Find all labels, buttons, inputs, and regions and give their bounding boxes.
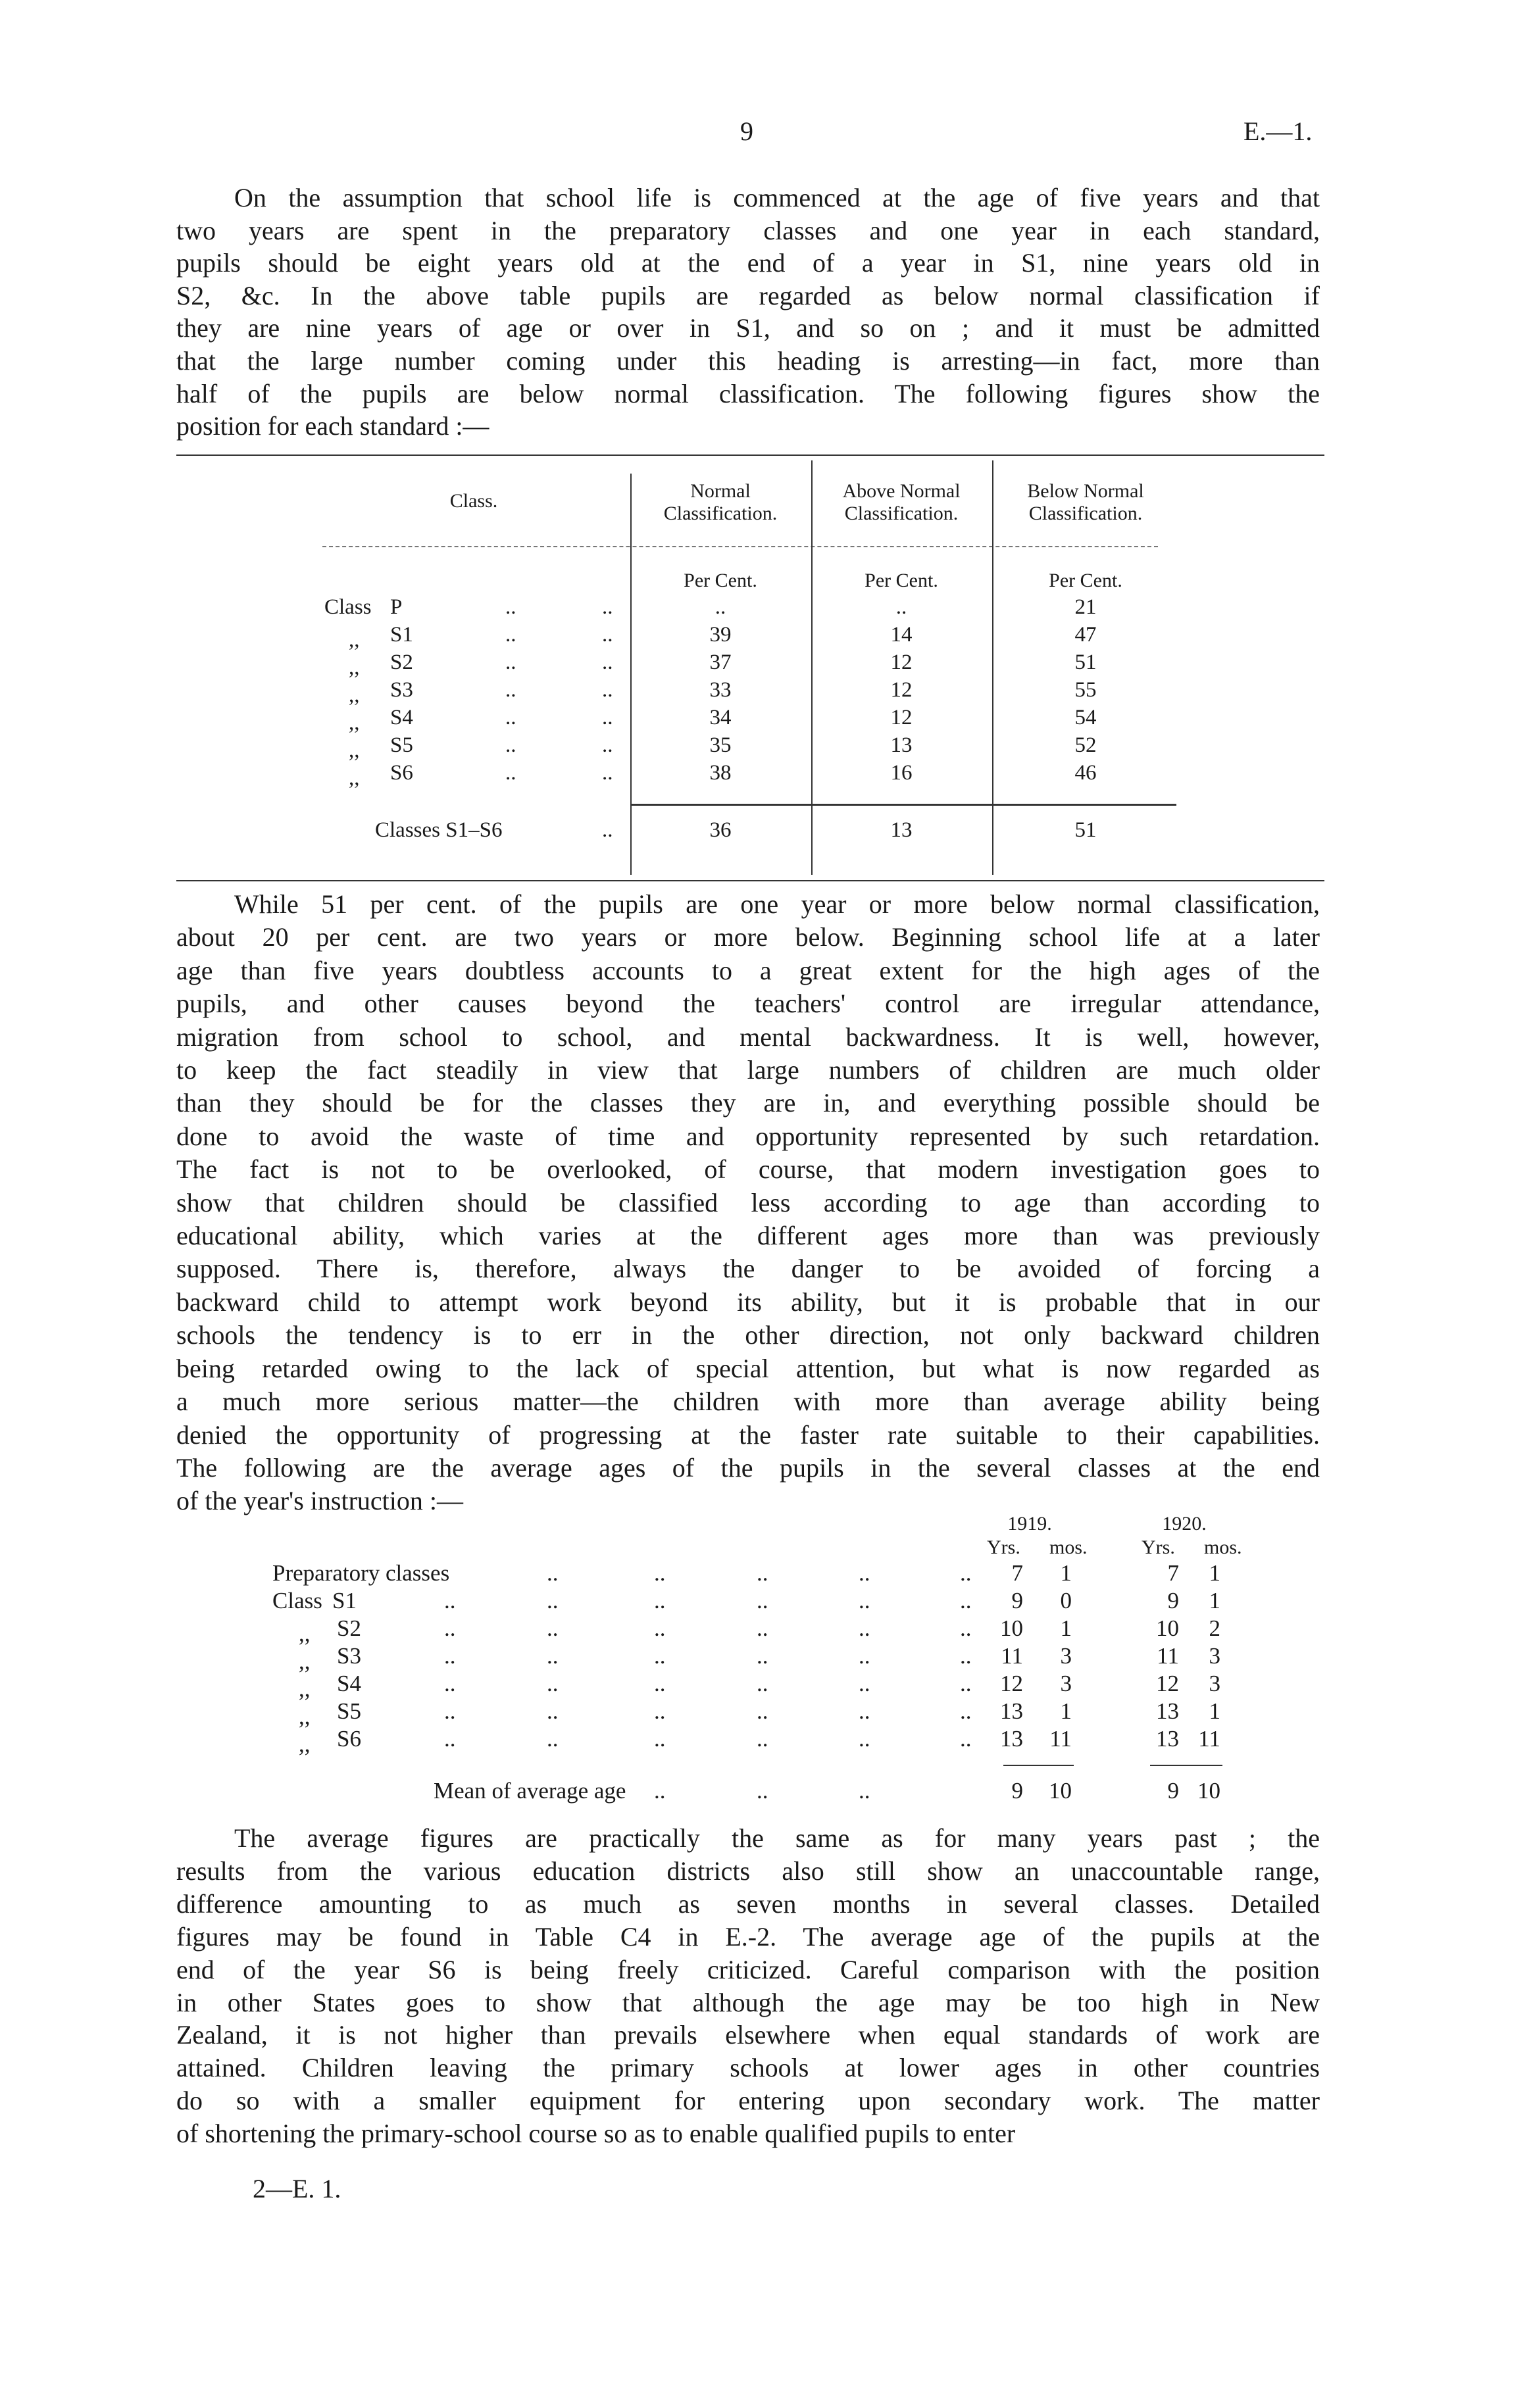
mean-label: Mean of average age <box>434 1778 626 1804</box>
paragraph-2 <box>176 888 1320 1518</box>
leader-dots: .. <box>654 1560 666 1586</box>
below-value: 54 <box>1074 706 1097 729</box>
class-label: S4 <box>337 1671 361 1696</box>
normal-value: 33 <box>709 678 732 702</box>
m1920-value: 3 <box>1209 1643 1220 1669</box>
mean-m1919: 10 <box>1049 1778 1072 1804</box>
m1920-value: 3 <box>1209 1671 1220 1696</box>
total-normal: 36 <box>709 818 732 842</box>
leader-dots: .. <box>654 1698 666 1724</box>
leader-dots: .. <box>602 651 613 674</box>
leader-dots: .. <box>757 1560 768 1586</box>
page-number: 9 <box>740 116 753 146</box>
text-line: S2, &c. In the above table pupils are regarded as below normal classification if <box>176 280 1320 310</box>
leader-dots: .. <box>444 1698 456 1724</box>
mean-y1920: 9 <box>1167 1778 1179 1804</box>
leader-dots: .. <box>654 1726 666 1752</box>
row-prefix: ,, <box>299 1648 311 1674</box>
y1919-value: 13 <box>1000 1698 1023 1724</box>
y1920-value: 13 <box>1156 1726 1179 1752</box>
text-line: schools the tendency is to err in the other direction, not only backward children <box>176 1320 1320 1350</box>
below-value: 52 <box>1074 733 1097 757</box>
above-value: 12 <box>890 651 913 674</box>
class-label: S2 <box>337 1615 361 1641</box>
y1920-value: 11 <box>1157 1643 1179 1669</box>
leader-dots: .. <box>859 1778 870 1804</box>
unit-label: mos. <box>1049 1536 1088 1558</box>
y1919-value: 7 <box>1011 1560 1023 1586</box>
row-prefix: ,, <box>349 656 360 679</box>
y1920-value: 9 <box>1167 1588 1179 1613</box>
row-prefix: ,, <box>299 1731 311 1757</box>
text-line: supposed. There is, therefore, always the danger to be avoided of forcing a <box>176 1254 1320 1284</box>
row-prefix: ,, <box>349 711 360 735</box>
y1919-value: 10 <box>1000 1615 1023 1641</box>
text-line: than they should be for the classes they are in, and everything possible should be <box>176 1088 1320 1118</box>
text-line: about 20 per cent. are two years or more below. Beginning school life at a later <box>176 922 1320 952</box>
leader-dots: .. <box>859 1698 870 1724</box>
below-value: 51 <box>1074 651 1097 674</box>
row-prefix: ,, <box>349 628 360 652</box>
text-line: done to avoid the waste of time and opportunity represented by such retardation. <box>176 1121 1320 1151</box>
leader-dots: .. <box>654 1643 666 1669</box>
leader-dots: .. <box>757 1643 768 1669</box>
class-label: S2 <box>390 651 413 674</box>
footer-signature: 2—E. 1. <box>253 2174 341 2203</box>
column-header: Classification. <box>844 503 959 524</box>
table-header-rule <box>322 546 1158 547</box>
leader-dots: .. <box>757 1588 768 1613</box>
text-line: educational ability, which varies at the different ages more than was previously <box>176 1221 1320 1251</box>
leader-dots: .. <box>505 651 516 674</box>
leader-dots: .. <box>444 1671 456 1696</box>
leader-dots: .. <box>757 1726 768 1752</box>
total-rule <box>630 804 1176 806</box>
m1920-value: 1 <box>1209 1560 1220 1586</box>
above-value: .. <box>895 595 907 619</box>
above-value: 12 <box>890 678 913 702</box>
leader-dots: .. <box>505 678 516 702</box>
unit-label: Yrs. <box>987 1536 1020 1558</box>
class-label: S6 <box>390 761 413 785</box>
text-line: The following are the average ages of the pupils in the several classes at the end <box>176 1452 1320 1483</box>
year-header: 1920. <box>1162 1513 1207 1535</box>
leader-dots: .. <box>757 1778 768 1804</box>
unit-label: Per Cent. <box>865 570 938 591</box>
leader-dots: .. <box>547 1698 559 1724</box>
leader-dots: .. <box>602 761 613 785</box>
m1919-value: 3 <box>1060 1671 1072 1696</box>
text-line: results from the various education districts also still show an unaccountable range, <box>176 1855 1320 1886</box>
normal-value: 38 <box>709 761 732 785</box>
leader-dots: .. <box>654 1778 666 1804</box>
class-label: S1 <box>390 623 413 647</box>
class-label: S4 <box>390 706 413 729</box>
below-value: 55 <box>1074 678 1097 702</box>
text-line: show that children should be classified less according to age than according to <box>176 1187 1320 1217</box>
text-line: figures may be found in Table C4 in E.-2. The average age of the pupils at the <box>176 1921 1320 1952</box>
leader-dots: .. <box>444 1643 456 1669</box>
text-line: that the large number coming under this heading is arresting—in fact, more than <box>176 345 1320 376</box>
normal-value: 34 <box>709 706 732 729</box>
leader-dots: .. <box>859 1615 870 1641</box>
column-header: Classification. <box>1028 503 1143 524</box>
leader-dots: .. <box>960 1671 972 1696</box>
leader-dots: .. <box>960 1643 972 1669</box>
row-prefix: Class <box>324 595 372 619</box>
total-above: 13 <box>890 818 913 842</box>
row-prefix: ,, <box>349 739 360 762</box>
mean-y1919: 9 <box>1011 1778 1023 1804</box>
row-prefix: Preparatory classes <box>272 1560 450 1586</box>
leader-dots: .. <box>602 678 613 702</box>
leader-dots: .. <box>859 1726 870 1752</box>
below-value: 21 <box>1074 595 1097 619</box>
column-divider <box>630 474 632 875</box>
leader-dots: .. <box>960 1726 972 1752</box>
text-line: of the year's instruction :— <box>176 1486 463 1516</box>
m1920-value: 1 <box>1209 1698 1220 1724</box>
text-line: The average figures are practically the same as for many years past ; the <box>234 1823 1320 1853</box>
leader-dots: .. <box>547 1588 559 1613</box>
text-line: age than five years doubtless accounts to a great extent for the high ages of the <box>176 955 1320 985</box>
leader-dots: .. <box>960 1615 972 1641</box>
leader-dots: .. <box>547 1560 559 1586</box>
sum-rule <box>1150 1765 1222 1766</box>
leader-dots: .. <box>859 1643 870 1669</box>
leader-dots: .. <box>505 706 516 729</box>
text-line: do so with a smaller equipment for entering upon secondary work. The matter <box>176 2086 1320 2116</box>
unit-label: Per Cent. <box>684 570 757 591</box>
text-line: migration from school to school, and mental backwardness. It is well, however, <box>176 1021 1320 1052</box>
year-header: 1919. <box>1007 1513 1052 1535</box>
text-line: difference amounting to as much as seven months in several classes. Detailed <box>176 1888 1320 1919</box>
paragraph-3 <box>176 1822 1320 2150</box>
leader-dots: .. <box>505 733 516 757</box>
row-prefix: Class <box>272 1588 322 1613</box>
row-prefix: ,, <box>299 1676 311 1702</box>
leader-dots: .. <box>960 1560 972 1586</box>
text-line: end of the year S6 is being freely criticized. Careful comparison with the position <box>176 1954 1320 1984</box>
leader-dots: .. <box>547 1726 559 1752</box>
table-bottom-rule <box>176 880 1324 881</box>
class-label: S1 <box>332 1588 357 1613</box>
text-line: they are nine years of age or over in S1, and so on ; and it must be admitted <box>176 313 1320 343</box>
table-top-rule <box>176 455 1324 456</box>
text-line: being retarded owing to the lack of special attention, but what is now regarded as <box>176 1353 1320 1383</box>
total-below: 51 <box>1074 818 1097 842</box>
text-line: half of the pupils are below normal classification. The following figures show the <box>176 378 1320 408</box>
column-header: Above Normal <box>842 480 961 502</box>
column-header: Classification. <box>663 503 778 524</box>
unit-label: mos. <box>1204 1536 1242 1558</box>
leader-dots: .. <box>757 1671 768 1696</box>
leader-dots: .. <box>960 1698 972 1724</box>
text-line: pupils should be eight years old at the end of a year in S1, nine years old in <box>176 248 1320 278</box>
m1919-value: 3 <box>1060 1643 1072 1669</box>
class-label: S5 <box>337 1698 361 1724</box>
y1919-value: 12 <box>1000 1671 1023 1696</box>
text-line: to keep the fact steadily in view that large numbers of children are much older <box>176 1055 1320 1085</box>
y1920-value: 7 <box>1167 1560 1179 1586</box>
document-reference: E.—1. <box>1243 116 1313 146</box>
leader-dots: .. <box>960 1588 972 1613</box>
m1919-value: 1 <box>1060 1560 1072 1586</box>
m1920-value: 1 <box>1209 1588 1220 1613</box>
text-line: in other States goes to show that although the age may be too high in New <box>176 1987 1320 2017</box>
column-header: Normal <box>690 480 751 502</box>
text-line: The fact is not to be overlooked, of course, that modern investigation goes to <box>176 1154 1320 1185</box>
text-line: attained. Children leaving the primary schools at lower ages in other countries <box>176 2053 1320 2083</box>
column-divider <box>992 460 993 875</box>
row-prefix: ,, <box>299 1704 311 1729</box>
leader-dots: .. <box>444 1726 456 1752</box>
leader-dots: .. <box>859 1588 870 1613</box>
row-prefix: ,, <box>299 1621 311 1646</box>
text-line: a much more serious matter—the children with more than average ability being <box>176 1387 1320 1417</box>
leader-dots: .. <box>444 1588 456 1613</box>
text-line: backward child to attempt work beyond its ability, but it is probable that in our <box>176 1287 1320 1317</box>
class-label: S6 <box>337 1726 361 1752</box>
leader-dots: .. <box>602 623 613 647</box>
above-value: 13 <box>890 733 913 757</box>
text-line: Zealand, it is not higher than prevails elsewhere when equal standards of work are <box>176 2020 1320 2050</box>
m1920-value: 11 <box>1198 1726 1220 1752</box>
above-value: 12 <box>890 706 913 729</box>
leader-dots: .. <box>547 1615 559 1641</box>
row-prefix: ,, <box>349 766 360 790</box>
y1920-value: 13 <box>1156 1698 1179 1724</box>
column-header: Below Normal <box>1027 480 1144 502</box>
leader-dots: .. <box>654 1615 666 1641</box>
unit-label: Per Cent. <box>1049 570 1122 591</box>
leader-dots: .. <box>505 623 516 647</box>
text-line: pupils, and other causes beyond the teachers' control are irregular attendance, <box>176 989 1320 1019</box>
column-divider <box>811 460 813 875</box>
row-prefix: ,, <box>349 683 360 707</box>
y1920-value: 10 <box>1156 1615 1179 1641</box>
m1920-value: 2 <box>1209 1615 1220 1641</box>
leader-dots: .. <box>654 1588 666 1613</box>
leader-dots: .. <box>505 595 516 619</box>
below-value: 47 <box>1074 623 1097 647</box>
leader-dots: .. <box>757 1615 768 1641</box>
y1920-value: 12 <box>1156 1671 1179 1696</box>
normal-value: 39 <box>709 623 732 647</box>
normal-value: 37 <box>709 651 732 674</box>
m1919-value: 11 <box>1049 1726 1072 1752</box>
leader-dots: .. <box>654 1671 666 1696</box>
y1919-value: 13 <box>1000 1726 1023 1752</box>
unit-label: Yrs. <box>1142 1536 1175 1558</box>
leader-dots: .. <box>547 1643 559 1669</box>
text-line: While 51 per cent. of the pupils are one year or more below normal classification, <box>234 889 1320 919</box>
class-label: S3 <box>390 678 413 702</box>
text-line: On the assumption that school life is commenced at the age of five years and that <box>234 183 1320 212</box>
leader-dots: .. <box>859 1560 870 1586</box>
leader-dots: .. <box>505 761 516 785</box>
m1919-value: 0 <box>1060 1588 1072 1613</box>
leader-dots: .. <box>444 1615 456 1641</box>
mean-m1920: 10 <box>1197 1778 1220 1804</box>
paragraph-1 <box>176 182 1320 443</box>
below-value: 46 <box>1074 761 1097 785</box>
text-line: position for each standard :— <box>176 411 489 441</box>
class-label: S3 <box>337 1643 361 1669</box>
leader-dots: .. <box>602 595 613 619</box>
leader-dots: .. <box>859 1671 870 1696</box>
m1919-value: 1 <box>1060 1698 1072 1724</box>
text-line: two years are spent in the preparatory classes and one year in each standard, <box>176 215 1320 245</box>
class-label: S5 <box>390 733 413 757</box>
normal-value: .. <box>715 595 726 619</box>
total-label: Classes S1–S6 <box>375 818 503 842</box>
text-line: of shortening the primary-school course so as to enable qualified pupils to enter <box>176 2119 1016 2149</box>
leader-dots: .. <box>602 706 613 729</box>
leader-dots: .. <box>602 733 613 757</box>
above-value: 14 <box>890 623 913 647</box>
sum-rule <box>1003 1765 1074 1766</box>
m1919-value: 1 <box>1060 1615 1072 1641</box>
leader-dots: .. <box>602 818 613 842</box>
y1919-value: 11 <box>1001 1643 1023 1669</box>
leader-dots: .. <box>757 1698 768 1724</box>
class-label: P <box>390 595 403 619</box>
y1919-value: 9 <box>1011 1588 1023 1613</box>
above-value: 16 <box>890 761 913 785</box>
column-header: Class. <box>449 490 498 512</box>
normal-value: 35 <box>709 733 732 757</box>
leader-dots: .. <box>547 1671 559 1696</box>
text-line: denied the opportunity of progressing at the faster rate suitable to their capabilities. <box>176 1419 1320 1450</box>
